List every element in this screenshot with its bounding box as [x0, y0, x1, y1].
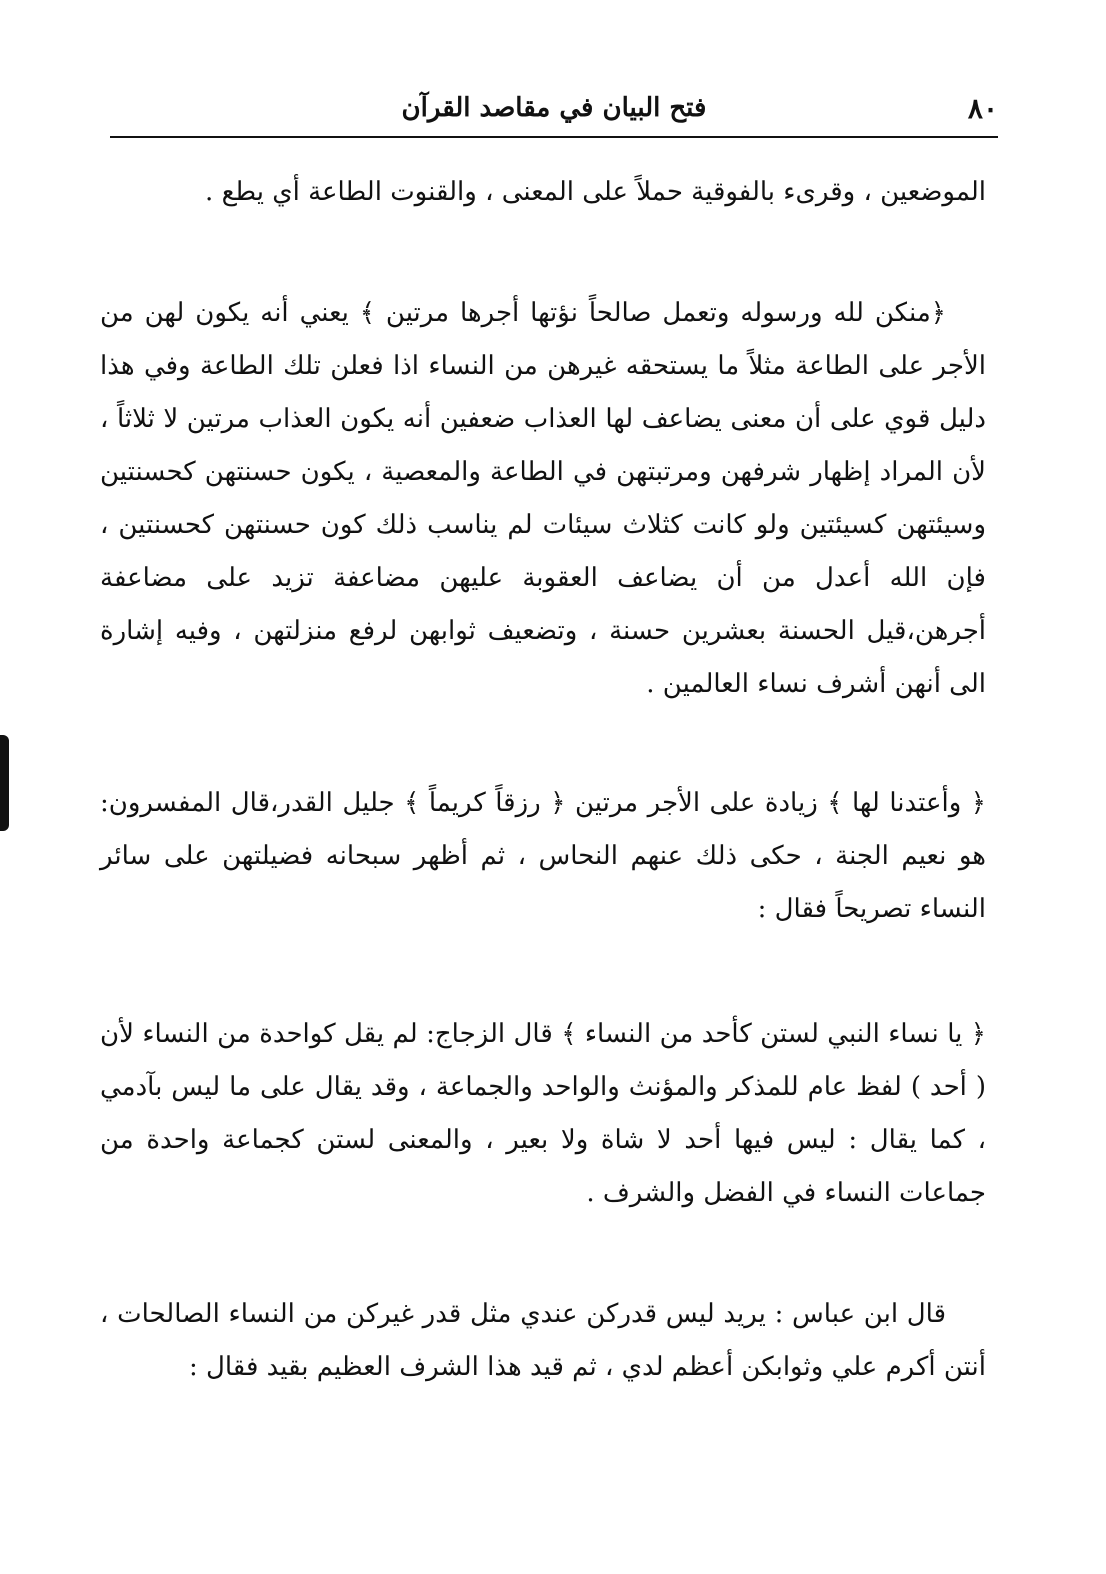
running-title: فتح البيان في مقاصد القرآن: [401, 93, 707, 123]
scan-edge-mark: [0, 735, 9, 831]
paragraph-2: ﴿منكن لله ورسوله وتعمل صالحاً نؤتها أجرها مرتين ﴾ يعني أنه يكون لهن من الأجر على الطاعة مثلاً ما يستحقه غيرهن من النساء اذا فعلن تلك الطاعة وفي هذا دليل قوي على أن معنى يضاعف لها العذاب ضعفين أنه يكون العذاب مرتين لا ثلاثاً ، لأن المراد إظهار شرفهن ومرتبتهن في الطاعة والمعصية ، يكون حسنتهن كحسنتين وسيئتهن كسيئتين ولو كانت كثلاث سيئات لم يناسب ذلك كون حسنتهن كحسنتين ، فإن الله أعدل من أن يضاعف العقوبة عليهن مضاعفة تزيد على مضاعفة أجرهن،قيل الحسنة بعشرين حسنة ، وتضعيف ثوابهن لرفع منزلتهن ، وفيه إشارة الى أنهن أشرف نساء العالمين .: [100, 298, 986, 699]
paragraph-3: ﴿ وأعتدنا لها ﴾ زيادة على الأجر مرتين ﴿ رزقاً كريماً ﴾ جليل القدر،قال المفسرون: هو نعيم الجنة ، حكى ذلك عنهم النحاس ، ثم أظهر سبحانه فضيلتهن على سائر النساء تصريحاً فقال :: [100, 788, 986, 924]
header-rule: [110, 136, 998, 138]
page-body: [100, 160, 986, 1394]
paragraph-5: قال ابن عباس : يريد ليس قدركن عندي مثل قدر غيركن من النساء الصالحات ، أنتن أكرم علي وثوابكن أعظم لدي ، ثم قيد هذا الشرف العظيم بقيد فقال :: [100, 1299, 986, 1382]
page-header: [110, 84, 998, 132]
paragraph-1: الموضعين ، وقرىء بالفوقية حملاً على المعنى ، والقنوت الطاعة أي يطع .: [205, 177, 986, 207]
paragraph-4: ﴿ يا نساء النبي لستن كأحد من النساء ﴾ قال الزجاج: لم يقل كواحدة من النساء لأن ( أحد ) لفظ عام للمذكر والمؤنث والواحد والجماعة ، وقد يقال على ما ليس بآدمي ، كما يقال : ليس فيها أحد لا شاة ولا بعير ، والمعنى لستن كجماعة واحدة من جماعات النساء في الفضل والشرف .: [100, 1019, 986, 1208]
page-number: ٨٠: [967, 91, 998, 125]
